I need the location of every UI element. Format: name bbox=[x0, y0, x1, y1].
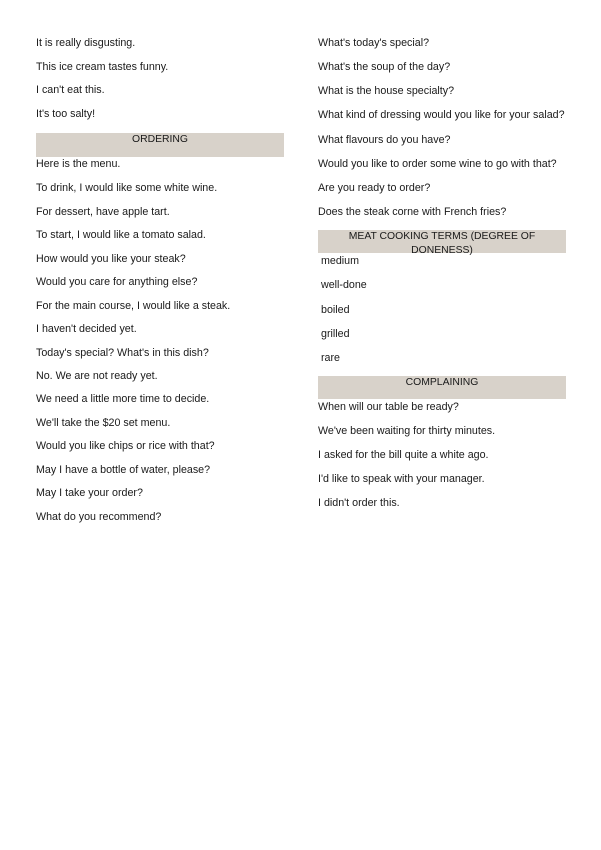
phrase-line: May I have a bottle of water, please? bbox=[36, 464, 211, 476]
phrase-line: We'll take the $20 set menu. bbox=[36, 417, 171, 429]
phrase-line: To start, I would like a tomato salad. bbox=[36, 229, 206, 241]
cooking-term: boiled bbox=[321, 304, 350, 316]
phrase-line: Today's special? What's in this dish? bbox=[36, 347, 209, 359]
phrase-line: I haven't decided yet. bbox=[36, 323, 137, 335]
cooking-term: grilled bbox=[321, 328, 350, 340]
question-line: What is the house specialty? bbox=[318, 85, 455, 97]
phrase-line: It is really disgusting. bbox=[36, 37, 136, 49]
phrase-line: I didn't order this. bbox=[318, 497, 400, 509]
section-heading-complaining: COMPLAINING bbox=[318, 376, 566, 399]
phrase-line: No. We are not ready yet. bbox=[36, 370, 158, 382]
phrase-line: Would you care for anything else? bbox=[36, 276, 198, 288]
phrase-line: How would you like your steak? bbox=[36, 253, 186, 265]
question-line: Would you like to order some wine to go with that? bbox=[318, 158, 557, 170]
question-line: What's today's special? bbox=[318, 37, 430, 49]
cooking-term: well-done bbox=[321, 279, 367, 291]
question-line: Does the steak corne with French fries? bbox=[318, 206, 507, 218]
question-line: What flavours do you have? bbox=[318, 134, 451, 146]
phrase-line: For the main course, I would like a steak. bbox=[36, 300, 231, 312]
phrase-line: I'd like to speak with your manager. bbox=[318, 473, 485, 485]
cooking-term: rare bbox=[321, 352, 341, 364]
cooking-term: medium bbox=[321, 255, 360, 267]
question-line: Are you ready to order? bbox=[318, 182, 431, 194]
section-heading-ordering: ORDERING bbox=[36, 133, 284, 157]
section-heading-meat-cooking-terms: MEAT COOKING TERMS (DEGREE OF DONENESS) bbox=[318, 230, 566, 253]
phrase-line: To drink, I would like some white wine. bbox=[36, 182, 218, 194]
phrase-line: When will our table be ready? bbox=[318, 401, 459, 413]
phrase-line: May I take your order? bbox=[36, 487, 143, 499]
phrase-line: I asked for the bill quite a white ago. bbox=[318, 449, 489, 461]
phrase-line: We've been waiting for thirty minutes. bbox=[318, 425, 496, 437]
phrase-line: This ice cream tastes funny. bbox=[36, 61, 169, 73]
phrase-line: I can't eat this. bbox=[36, 84, 105, 96]
phrase-line: Here is the menu. bbox=[36, 158, 121, 170]
question-line: What's the soup of the day? bbox=[318, 61, 451, 73]
phrase-line: For dessert, have apple tart. bbox=[36, 206, 170, 218]
phrase-line: It's too salty! bbox=[36, 108, 96, 120]
phrase-line: We need a little more time to decide. bbox=[36, 393, 210, 405]
phrase-line: Would you like chips or rice with that? bbox=[36, 440, 215, 452]
question-line: What kind of dressing would you like for your salad? bbox=[318, 109, 565, 121]
phrase-line: What do you recommend? bbox=[36, 511, 162, 523]
